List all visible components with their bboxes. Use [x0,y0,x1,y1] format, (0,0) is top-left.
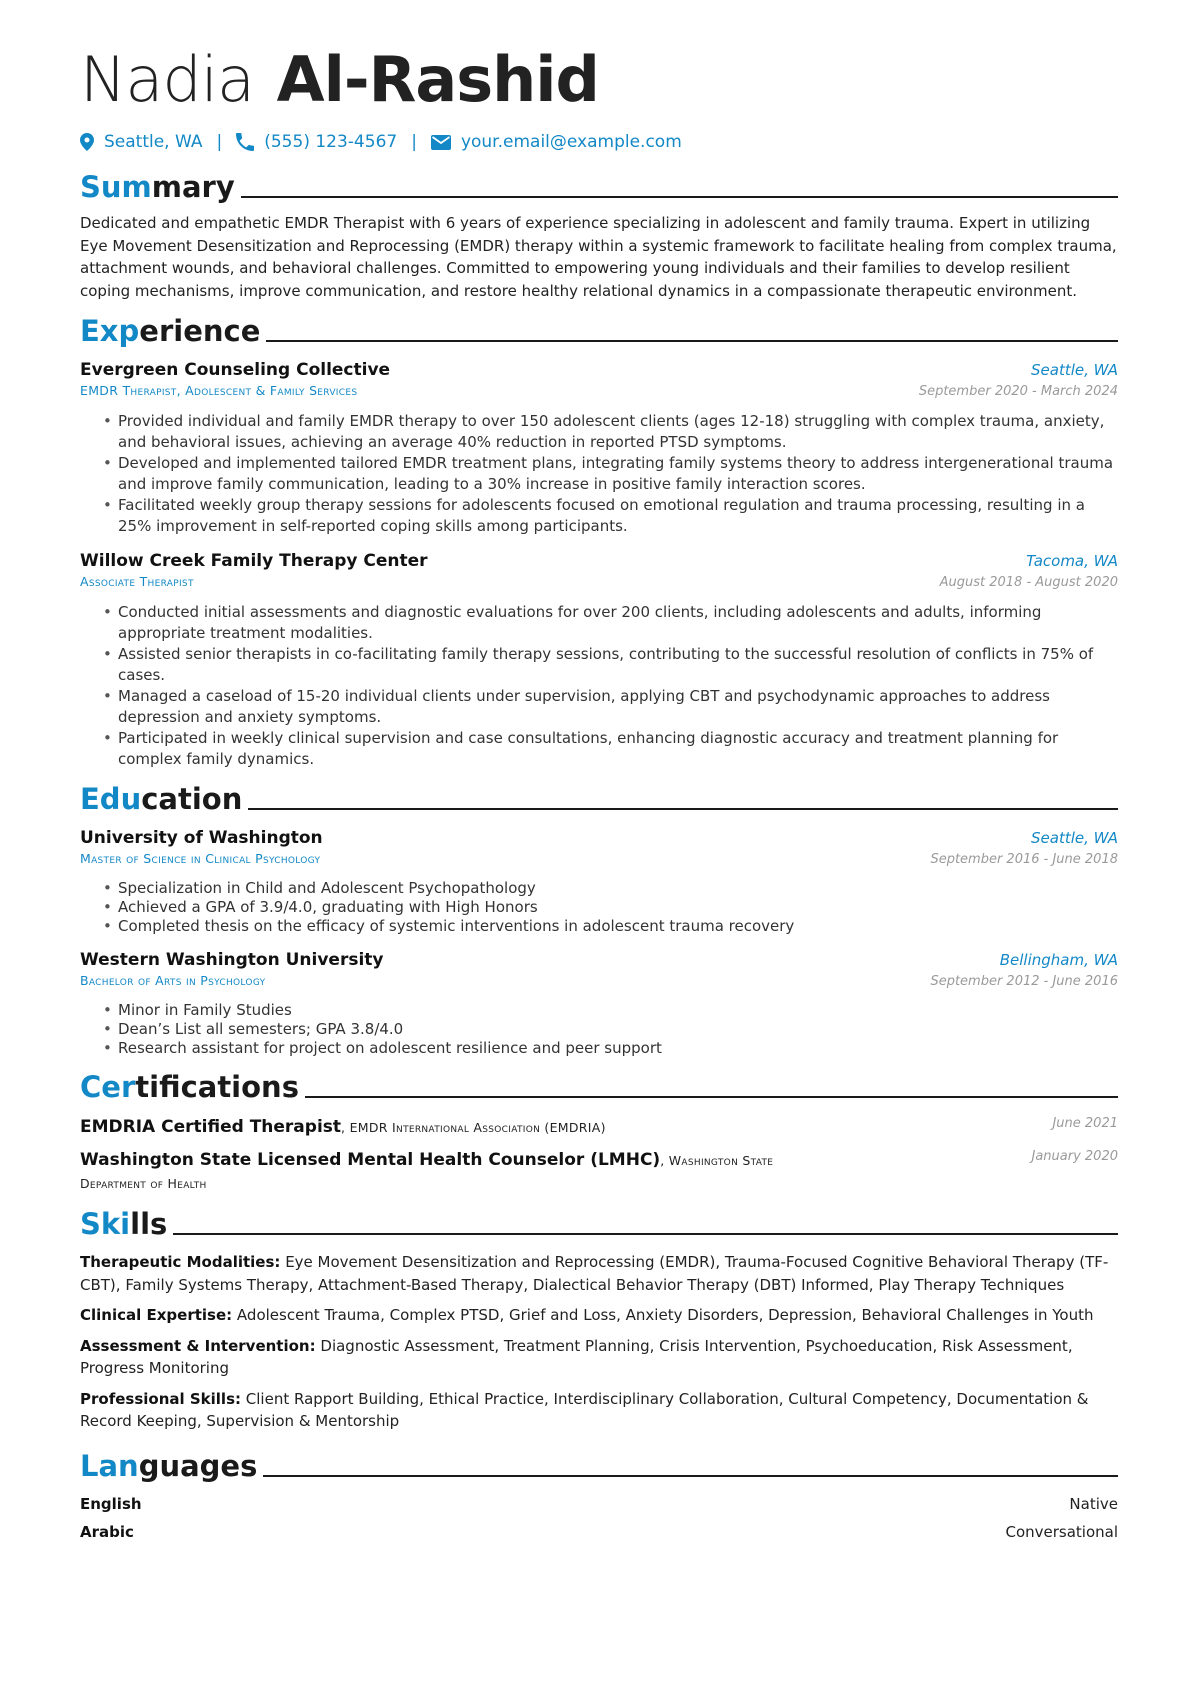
candidate-name [80,44,1118,116]
school-name: Western Washington University [80,950,384,970]
contact-location [80,132,203,152]
skill-group [80,1335,1118,1380]
section-summary-heading: Summary [80,164,1118,204]
summary-text: Dedicated and empathetic EMDR Therapist with 6 years of experience specializing in adolescent and family trauma. Expert in utilizing Eye Movement Desensitization and Reprocessing (EMDR) therapy within a systemic framework to facilitate healing from complex trauma, attachment wounds, and behavioral challenges. Committed to empowering young individuals and their families to develop resilient coping mechanisms, improve communication, and restore healthy relational dynamics in a compassionate therapeutic environment. [80,214,1117,300]
job-title: EMDR Therapist, Adolescent & Family Services [80,383,358,398]
location-text: Seattle, WA [104,132,203,152]
bullet-item: • Dean’s List all semesters; GPA 3.8/4.0 [118,1020,1118,1039]
skill-group [80,1388,1118,1433]
skill-label: Assessment & Intervention: [80,1336,316,1355]
email-text: your.email@example.com [460,132,682,152]
section-rule [241,196,1118,198]
bullet-item: • Developed and implemented tailored EMDR treatment plans, integrating family systems theory to address intergenerational trauma and improve family communication, leading to a 30% increase in positive family interaction scores. [118,453,1118,495]
education-bullets [80,1001,1118,1058]
job-location: Tacoma, WA [1026,552,1118,570]
first-name: Nadia [80,43,254,116]
school-name: University of Washington [80,828,323,848]
degree: Bachelor of Arts in Psychology [80,973,266,988]
language-name: English [80,1494,142,1513]
section-education-heading: Education [80,776,1118,816]
certification-date: January 2020 [1031,1149,1118,1164]
certification-item: EMDRIA Certified Therapist, EMDR International Association (EMDRIA) June 2021 [80,1116,1118,1137]
section-rule [173,1233,1118,1235]
bullet-item: • Conducted initial assessments and diagnostic evaluations for over 200 clients, including adolescents and adults, informing appropriate treatment modalities. [118,602,1118,644]
certification-date: June 2021 [1052,1116,1118,1131]
skill-value: Eye Movement Desensitization and Reprocessing (EMDR), Trauma-Focused Cognitive Behavioral Therapy (TF-CBT), Family Systems Therapy, Attachment-Based Therapy, Dialectical Behavior Therapy (DBT) Informed, Play Therapy Techniques [80,1253,1109,1294]
education-entry [80,950,1118,1058]
section-rule [305,1096,1118,1098]
experience-entry [80,551,1118,770]
language-name: Arabic [80,1522,134,1541]
certification-name: Washington State Licensed Mental Health Counselor (LMHC) [80,1150,661,1170]
section-certifications-heading: Certifications [80,1064,1118,1104]
language-level: Conversational [1005,1522,1118,1541]
section-languages-heading: Languages [80,1443,1118,1483]
section-rule [248,808,1118,810]
job-bullets [80,602,1118,770]
school-dates: September 2016 - June 2018 [930,852,1118,867]
employer-name: Evergreen Counseling Collective [80,360,391,380]
bullet-item: • Participated in weekly clinical supervision and case consultations, enhancing diagnostic accuracy and treatment planning for complex family dynamics. [118,728,1118,770]
phone-text: (555) 123-4567 [264,132,398,152]
education-bullets [80,879,1118,936]
contact-phone[interactable] [236,132,397,152]
contact-separator: | [216,132,223,152]
certification-issuer: EMDR International Association (EMDRIA) [349,1120,606,1135]
bullet-item: • Provided individual and family EMDR therapy to over 150 adolescent clients (ages 12-18) struggling with complex trauma, anxiety, and behavioral issues, achieving an average 40% reduction in reported PTSD symptoms. [118,411,1118,453]
job-location: Seattle, WA [1031,361,1118,379]
section-skills-heading: Skills [80,1201,1118,1241]
employer-name: Willow Creek Family Therapy Center [80,551,428,571]
envelope-icon [431,135,451,150]
bullet-item: • Managed a caseload of 15-20 individual clients under supervision, applying CBT and psychodynamic approaches to address depression and anxiety symptoms. [118,686,1118,728]
school-dates: September 2012 - June 2016 [930,974,1118,989]
bullet-item: • Facilitated weekly group therapy sessions for adolescents focused on emotional regulation and trauma processing, resulting in a 25% improvement in self-reported coping skills among participants. [118,495,1118,537]
job-dates: August 2018 - August 2020 [939,575,1118,590]
language-item [80,1495,1118,1513]
certification-item: Washington State Licensed Mental Health Counselor (LMHC), Washington State Department of Health January 2020 [80,1149,1118,1191]
school-location: Bellingham, WA [999,951,1118,969]
map-pin-icon [80,133,94,151]
job-dates: September 2020 - March 2024 [918,384,1118,399]
skill-value: Client Rapport Building, Ethical Practice, Interdisciplinary Collaboration, Cultural Competency, Documentation & Record Keeping, Supervision & Mentorship [80,1389,1089,1430]
skill-label: Clinical Expertise: [80,1306,233,1324]
skill-value: Adolescent Trauma, Complex PTSD, Grief and Loss, Anxiety Disorders, Depression, Behavioral Challenges in Youth [236,1306,1094,1324]
language-level: Native [1069,1494,1118,1513]
phone-icon [236,133,254,151]
section-rule [263,1475,1118,1477]
experience-entry [80,360,1118,537]
language-item [80,1523,1118,1541]
bullet-item: • Minor in Family Studies [118,1001,1118,1020]
bullet-item: • Research assistant for project on adolescent resilience and peer support [118,1039,1118,1058]
school-location: Seattle, WA [1031,829,1118,847]
bullet-item: • Assisted senior therapists in co-facilitating family therapy sessions, contributing to the successful resolution of conflicts in 75% of cases. [118,644,1118,686]
contact-email[interactable] [431,132,682,152]
skill-label: Therapeutic Modalities: [80,1253,281,1271]
degree: Master of Science in Clinical Psychology [80,851,321,866]
skill-group [80,1251,1118,1296]
bullet-item: • Specialization in Child and Adolescent Psychopathology [118,879,1118,898]
job-bullets [80,411,1118,537]
contact-separator: | [411,132,417,152]
job-title: Associate Therapist [80,574,194,589]
skill-label: Professional Skills: [80,1389,241,1408]
resume-content [80,44,1118,1541]
bullet-item: • Achieved a GPA of 3.9/4.0, graduating with High Honors [118,898,1118,917]
certification-issuer: Washington State Department of Health [80,1153,774,1191]
skill-group [80,1304,1118,1327]
skill-value: Diagnostic Assessment, Treatment Planning, Crisis Intervention, Psychoeducation, Risk Assessment, Progress Monitoring [80,1336,1073,1377]
section-rule [266,340,1118,342]
contact-bar [80,130,1118,154]
section-experience-heading: Experience [80,308,1118,348]
bullet-item: • Completed thesis on the efficacy of systemic interventions in adolescent trauma recovery [118,917,1118,936]
certification-name: EMDRIA Certified Therapist [80,1117,342,1137]
last-name: Al-Rashid [276,43,599,116]
education-entry [80,828,1118,936]
